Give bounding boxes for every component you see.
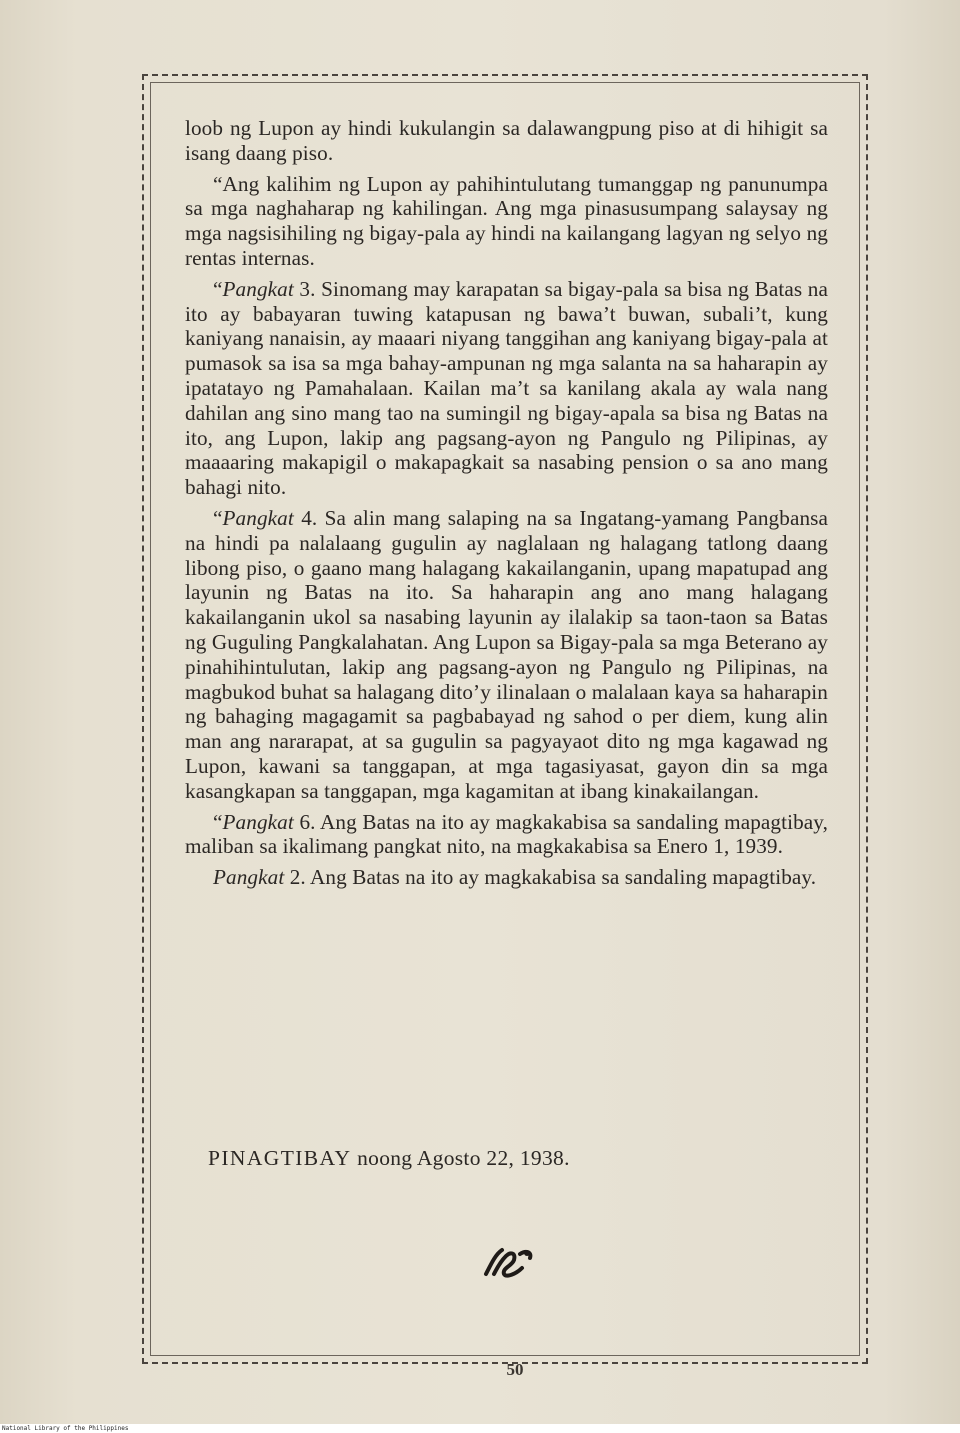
library-credit: National Library of the Philippines [2,1425,129,1432]
paragraph-text: 3. Sinomang may karapatan sa bigay-pala sa bisa ng Batas na ito ay babayaran tuwing katapusan ng bawa’t buwan, subali’t, kung kaniyang nanaisin, ay maaari niyang tanggihan ang kaniyang bigay-pala at pumasok sa isa sa mga bahay-ampunan ng mga salanta na sa haharapin ay ipatatayo ng Pamahalaan. Kailan ma’t sa kanilang akala ay wala nang dahilan ang sino mang tao na sumingil ng bigay-apala sa bisa ng Batas na ito, ang Lupon, lakip ang pagsang-ayon ng Pangulo ng Pilipinas, ay maaaaring makapigil o makapagkait sa nasabing pension o sa ano mang bahagi nito. [185,276,828,500]
section-label: Pangkat [222,809,294,834]
body-paragraph [185,172,828,271]
section-paragraph [185,810,828,860]
enactment-line [208,1146,570,1171]
quote-mark: “ [213,505,223,530]
body-paragraph [185,116,828,166]
paragraph-text: “Ang kalihim ng Lupon ay pahihintulutang tumanggap ng panunumpa sa mga naghaharap ng kahilingan. Ang mga pinasusumpang salaysay ng mga nagsisihiling ng bigay-pala ay hindi na kailangang lagyan ng selyo ng rentas internas. [185,171,828,270]
printer-ornament-mark [480,1244,536,1280]
section-paragraph [185,865,828,890]
section-label: Pangkat [222,505,294,530]
section-paragraph [185,506,828,804]
section-paragraph [185,277,828,500]
enactment-date: noong Agosto 22, 1938. [351,1146,570,1170]
quote-mark: “ [213,276,223,301]
document-body [185,116,828,896]
paragraph-text: 4. Sa alin mang salaping na sa Ingatang-yamang Pangbansa na hindi pa nalalaang gugulin ay naglalaan ng halagang tatlong daang libong piso, o gaano mang halagang kakailanganin, upang mapatupad ang layunin ng Batas na ito. Sa haharapin ang ano mang halagang kakailanganin ukol sa nasabing layunin ay ilalakip sa taon-taon sa Batas ng Guguling Pangkalahatan. Ang Lupon sa Bigay-pala sa mga Beterano ay pinahihintulutan, lakip ang pagsang-ayon ng Pangulo ng Pilipinas, na magbukod buhat sa halagang dito’y ilinalaan o malalaan kaya sa haharapin ng bahaging magagamit sa pagbabayad ng sahod o per diem, kung alin man ang nararapat, at sa gugulin sa pagyayaot dito ng mga kagawad ng Lupon, kawani sa tanggapan, at mga tagasiyasat, gayon din sa mga kasangkapan sa tanggapan, mga kagamitan at ibang kinakailangan. [185,505,828,803]
enactment-label: PINAGTIBAY [208,1146,352,1170]
paragraph-text: 6. Ang Batas na ito ay magkakabisa sa sandaling mapagtibay, maliban sa ikalimang pangkat nito, na magkakabisa sa Enero 1, 1939. [185,809,828,859]
paragraph-text: loob ng Lupon ay hindi kukulangin sa dalawangpung piso at di hihigit sa isang daang piso. [185,116,828,165]
section-label: Pangkat [213,865,285,890]
footer-bar [0,1424,960,1433]
quote-mark: “ [213,809,223,834]
section-label: Pangkat [222,276,294,301]
page-number: 50 [506,1360,524,1379]
paragraph-text: 2. Ang Batas na ito ay magkakabisa sa sandaling mapagtibay. [284,865,817,890]
